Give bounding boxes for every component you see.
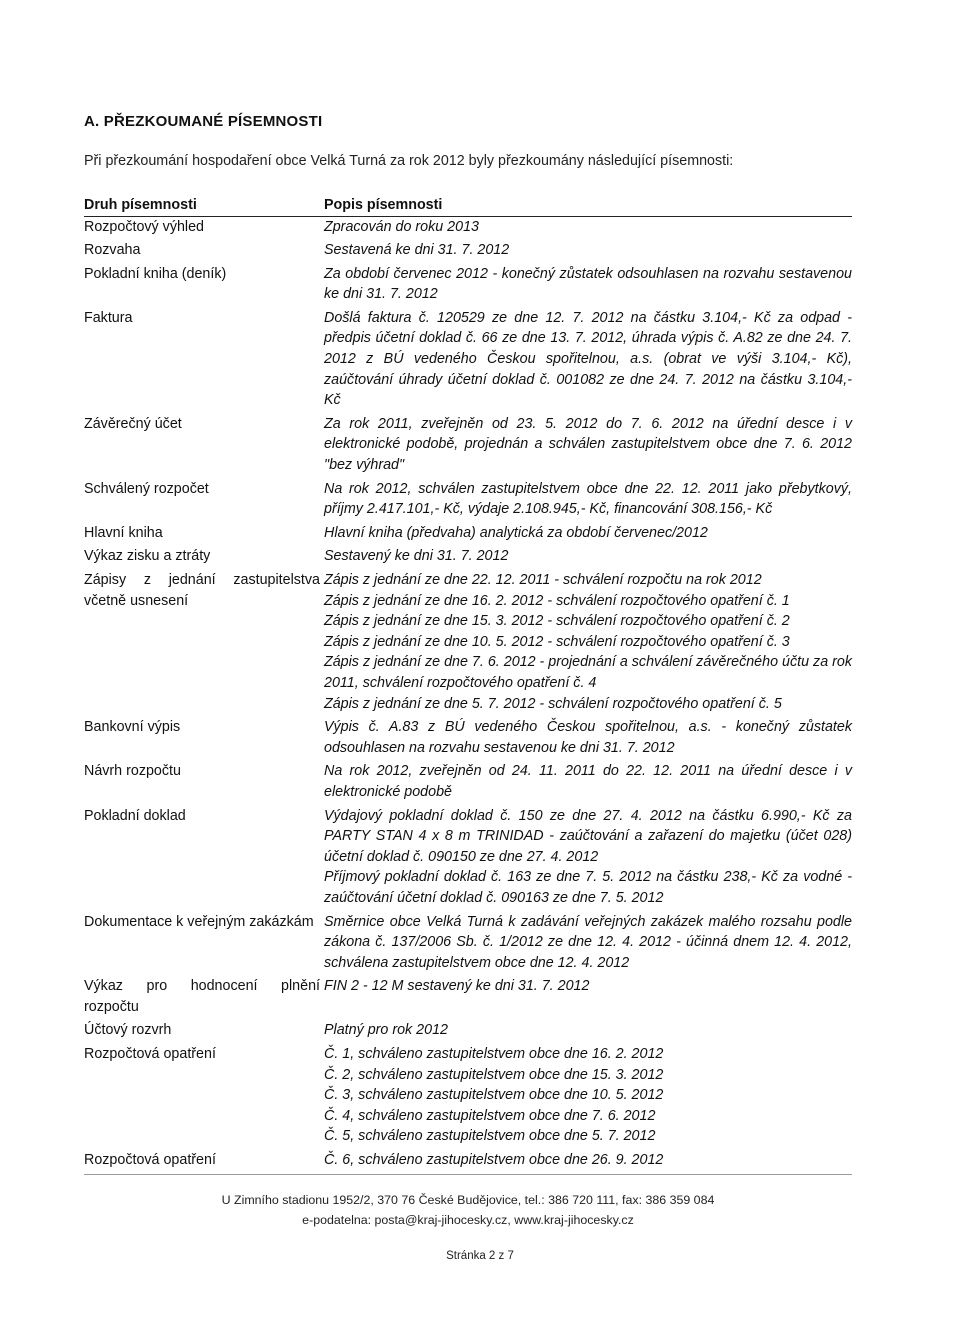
document-description bbox=[324, 717, 852, 758]
column-header-type: Druh písemnosti bbox=[84, 197, 197, 213]
table-row bbox=[84, 308, 852, 411]
description-line: Příjmový pokladní doklad č. 163 ze dne 7. 5. 2012 na částku 238,- Kč za vodné - zaúčtování účetní doklad č. 090163 ze dne 7. 5. 2012 bbox=[324, 869, 852, 906]
description-line: Platný pro rok 2012 bbox=[324, 1022, 448, 1039]
description-line: Hlavní kniha (předvaha) analytická za období červenec/2012 bbox=[324, 524, 708, 541]
document-description bbox=[324, 1044, 852, 1147]
table-row bbox=[84, 912, 852, 974]
document-type: Závěrečný účet bbox=[84, 415, 182, 432]
table-row bbox=[84, 479, 852, 520]
table-row bbox=[84, 240, 852, 261]
document-type: Návrh rozpočtu bbox=[84, 763, 181, 780]
document-description bbox=[324, 546, 852, 567]
document-type: Pokladní kniha (deník) bbox=[84, 265, 227, 282]
document-type: Hlavní kniha bbox=[84, 524, 163, 541]
document-description bbox=[324, 414, 852, 476]
document-type: Rozpočtová opatření bbox=[84, 1046, 216, 1063]
description-line: FIN 2 - 12 M sestavený ke dni 31. 7. 2012 bbox=[324, 978, 590, 995]
document-description bbox=[324, 1150, 852, 1171]
description-line: Č. 4, schváleno zastupitelstvem obce dne 7. 6. 2012 bbox=[324, 1107, 656, 1124]
document-type: Výkaz zisku a ztráty bbox=[84, 548, 211, 565]
document-type: Schválený rozpočet bbox=[84, 480, 209, 497]
footer-contact: e-podatelna: posta@kraj-jihocesky.cz, www.kraj-jihocesky.cz bbox=[302, 1213, 634, 1227]
description-line: Zápis z jednání ze dne 15. 3. 2012 - schválení rozpočtového opatření č. 2 bbox=[324, 613, 790, 630]
description-line: Č. 5, schváleno zastupitelstvem obce dne 5. 7. 2012 bbox=[324, 1128, 656, 1145]
footer bbox=[84, 1174, 852, 1245]
document-description bbox=[324, 761, 852, 802]
table-row bbox=[84, 806, 852, 909]
section-heading: A. PŘEZKOUMANÉ PÍSEMNOSTI bbox=[84, 113, 323, 130]
description-line: Č. 1, schváleno zastupitelstvem obce dne 16. 2. 2012 bbox=[324, 1046, 664, 1063]
table-row bbox=[84, 1044, 852, 1147]
document-description bbox=[324, 308, 852, 411]
table-row bbox=[84, 570, 852, 714]
description-line: Sestavená ke dni 31. 7. 2012 bbox=[324, 242, 510, 259]
description-line: Zápis z jednání ze dne 7. 6. 2012 - projednání a schválení závěrečného účtu za rok 2011, schválení rozpočtového opatření č. 4 bbox=[324, 654, 852, 691]
description-line: Došlá faktura č. 120529 ze dne 12. 7. 2012 na částku 3.104,- Kč za odpad - předpis účetní doklad č. 66 ze dne 13. 7. 2012, úhrada výpis č. A.82 ze dne 24. 7. 2012 z BÚ vedeného Českou spořitelnou, a.s. (obrat ve výši 3.104,- Kč), zaúčtování úhrady účetní doklad č. 001082 ze dne 24. 7. 2012 na částku 3.104,- Kč bbox=[324, 309, 852, 409]
description-line: Směrnice obce Velká Turná k zadávání veřejných zakázek malého rozsahu podle zákona č. 137/2006 Sb. č. 1/2012 ze dne 12. 4. 2012 - účinná dnem 12. 4. 2012, schválena zastupitelstvem obce dne 12. 4. 2012 bbox=[324, 913, 852, 971]
description-line: Č. 6, schváleno zastupitelstvem obce dne 26. 9. 2012 bbox=[324, 1152, 664, 1169]
table-row bbox=[84, 717, 852, 758]
document-description bbox=[324, 240, 852, 261]
description-line: Na rok 2012, schválen zastupitelstvem obce dne 22. 12. 2011 jako přebytkový, příjmy 2.417.101,- Kč, výdaje 2.108.945,- Kč, financování 308.156,- Kč bbox=[324, 480, 852, 518]
description-line: Výpis č. A.83 z BÚ vedeného Českou spořitelnou, a.s. - konečný zůstatek odsouhlasen na rozvahu sestavenou ke dni 31. 7. 2012 bbox=[324, 719, 852, 756]
description-line: Výdajový pokladní doklad č. 150 ze dne 27. 4. 2012 na částku 6.990,- Kč za PARTY STAN 4 x 8 m TRINIDAD - zaúčtování a zařazení do majetku (účet 028) účetní doklad č. 090150 ze dne 27. 4. 2012 bbox=[324, 807, 852, 865]
table-row bbox=[84, 1150, 852, 1171]
document-description bbox=[324, 806, 852, 909]
document-description bbox=[324, 217, 852, 238]
table-row bbox=[84, 264, 852, 305]
description-line: Zápis z jednání ze dne 16. 2. 2012 - schválení rozpočtového opatření č. 1 bbox=[324, 592, 790, 609]
document-description bbox=[324, 479, 852, 520]
document-description bbox=[324, 912, 852, 974]
table-row bbox=[84, 546, 852, 567]
document-description bbox=[324, 570, 852, 714]
page-number: Stránka 2 z 7 bbox=[446, 1250, 514, 1262]
footer-address: U Zimního stadionu 1952/2, 370 76 České Budějovice, tel.: 386 720 111, fax: 386 359 084 bbox=[221, 1193, 715, 1207]
document-type: Faktura bbox=[84, 309, 133, 326]
description-line: Sestavený ke dni 31. 7. 2012 bbox=[324, 548, 509, 565]
description-line: Za rok 2011, zveřejněn od 23. 5. 2012 do 7. 6. 2012 na úřední desce i v elektronické podobě, projednán a schválen zastupitelstvem obce dne 7. 6. 2012 "bez výhrad" bbox=[324, 415, 852, 474]
table-row bbox=[84, 414, 852, 476]
document-description bbox=[324, 523, 852, 544]
document-type: Rozpočtový výhled bbox=[84, 218, 204, 235]
document-type: Zápisy z jednání zastupitelstva včetně usnesení bbox=[84, 572, 320, 609]
description-line: Č. 3, schváleno zastupitelstvem obce dne 10. 5. 2012 bbox=[324, 1087, 664, 1104]
intro-paragraph: Při přezkoumání hospodaření obce Velká Turná za rok 2012 byly přezkoumány následující písemnosti: bbox=[84, 153, 734, 169]
document-type: Dokumentace k veřejným zakázkám bbox=[84, 913, 314, 930]
document-type: Účtový rozvrh bbox=[84, 1022, 172, 1039]
table-row bbox=[84, 976, 852, 1017]
description-line: Za období červenec 2012 - konečný zůstatek odsouhlasen na rozvahu sestavenou ke dni 31. 7. 2012 bbox=[324, 265, 852, 303]
document-description bbox=[324, 976, 852, 1017]
documents-table bbox=[84, 195, 852, 1174]
table-row bbox=[84, 761, 852, 802]
document-type: Pokladní doklad bbox=[84, 807, 186, 824]
document-type: Bankovní výpis bbox=[84, 719, 181, 736]
table-header bbox=[84, 195, 852, 217]
document-description bbox=[324, 264, 852, 305]
table-row bbox=[84, 1020, 852, 1041]
description-line: Č. 2, schváleno zastupitelstvem obce dne 15. 3. 2012 bbox=[324, 1066, 664, 1083]
column-header-description: Popis písemnosti bbox=[324, 197, 443, 213]
description-line: Zpracován do roku 2013 bbox=[324, 218, 479, 235]
table-body bbox=[84, 217, 852, 1174]
document-type: Rozpočtová opatření bbox=[84, 1152, 216, 1169]
description-line: Zápis z jednání ze dne 10. 5. 2012 - schválení rozpočtového opatření č. 3 bbox=[324, 633, 790, 650]
document-description bbox=[324, 1020, 852, 1041]
description-line: Zápis z jednání ze dne 5. 7. 2012 - schválení rozpočtového opatření č. 5 bbox=[324, 695, 782, 712]
table-row bbox=[84, 217, 852, 238]
table-row bbox=[84, 523, 852, 544]
document-type: Výkaz pro hodnocení plnění rozpočtu bbox=[84, 978, 320, 1015]
document-type: Rozvaha bbox=[84, 242, 141, 259]
description-line: Na rok 2012, zveřejněn od 24. 11. 2011 do 22. 12. 2011 na úřední desce i v elektronické podobě bbox=[324, 763, 852, 800]
description-line: Zápis z jednání ze dne 22. 12. 2011 - schválení rozpočtu na rok 2012 bbox=[324, 572, 762, 588]
